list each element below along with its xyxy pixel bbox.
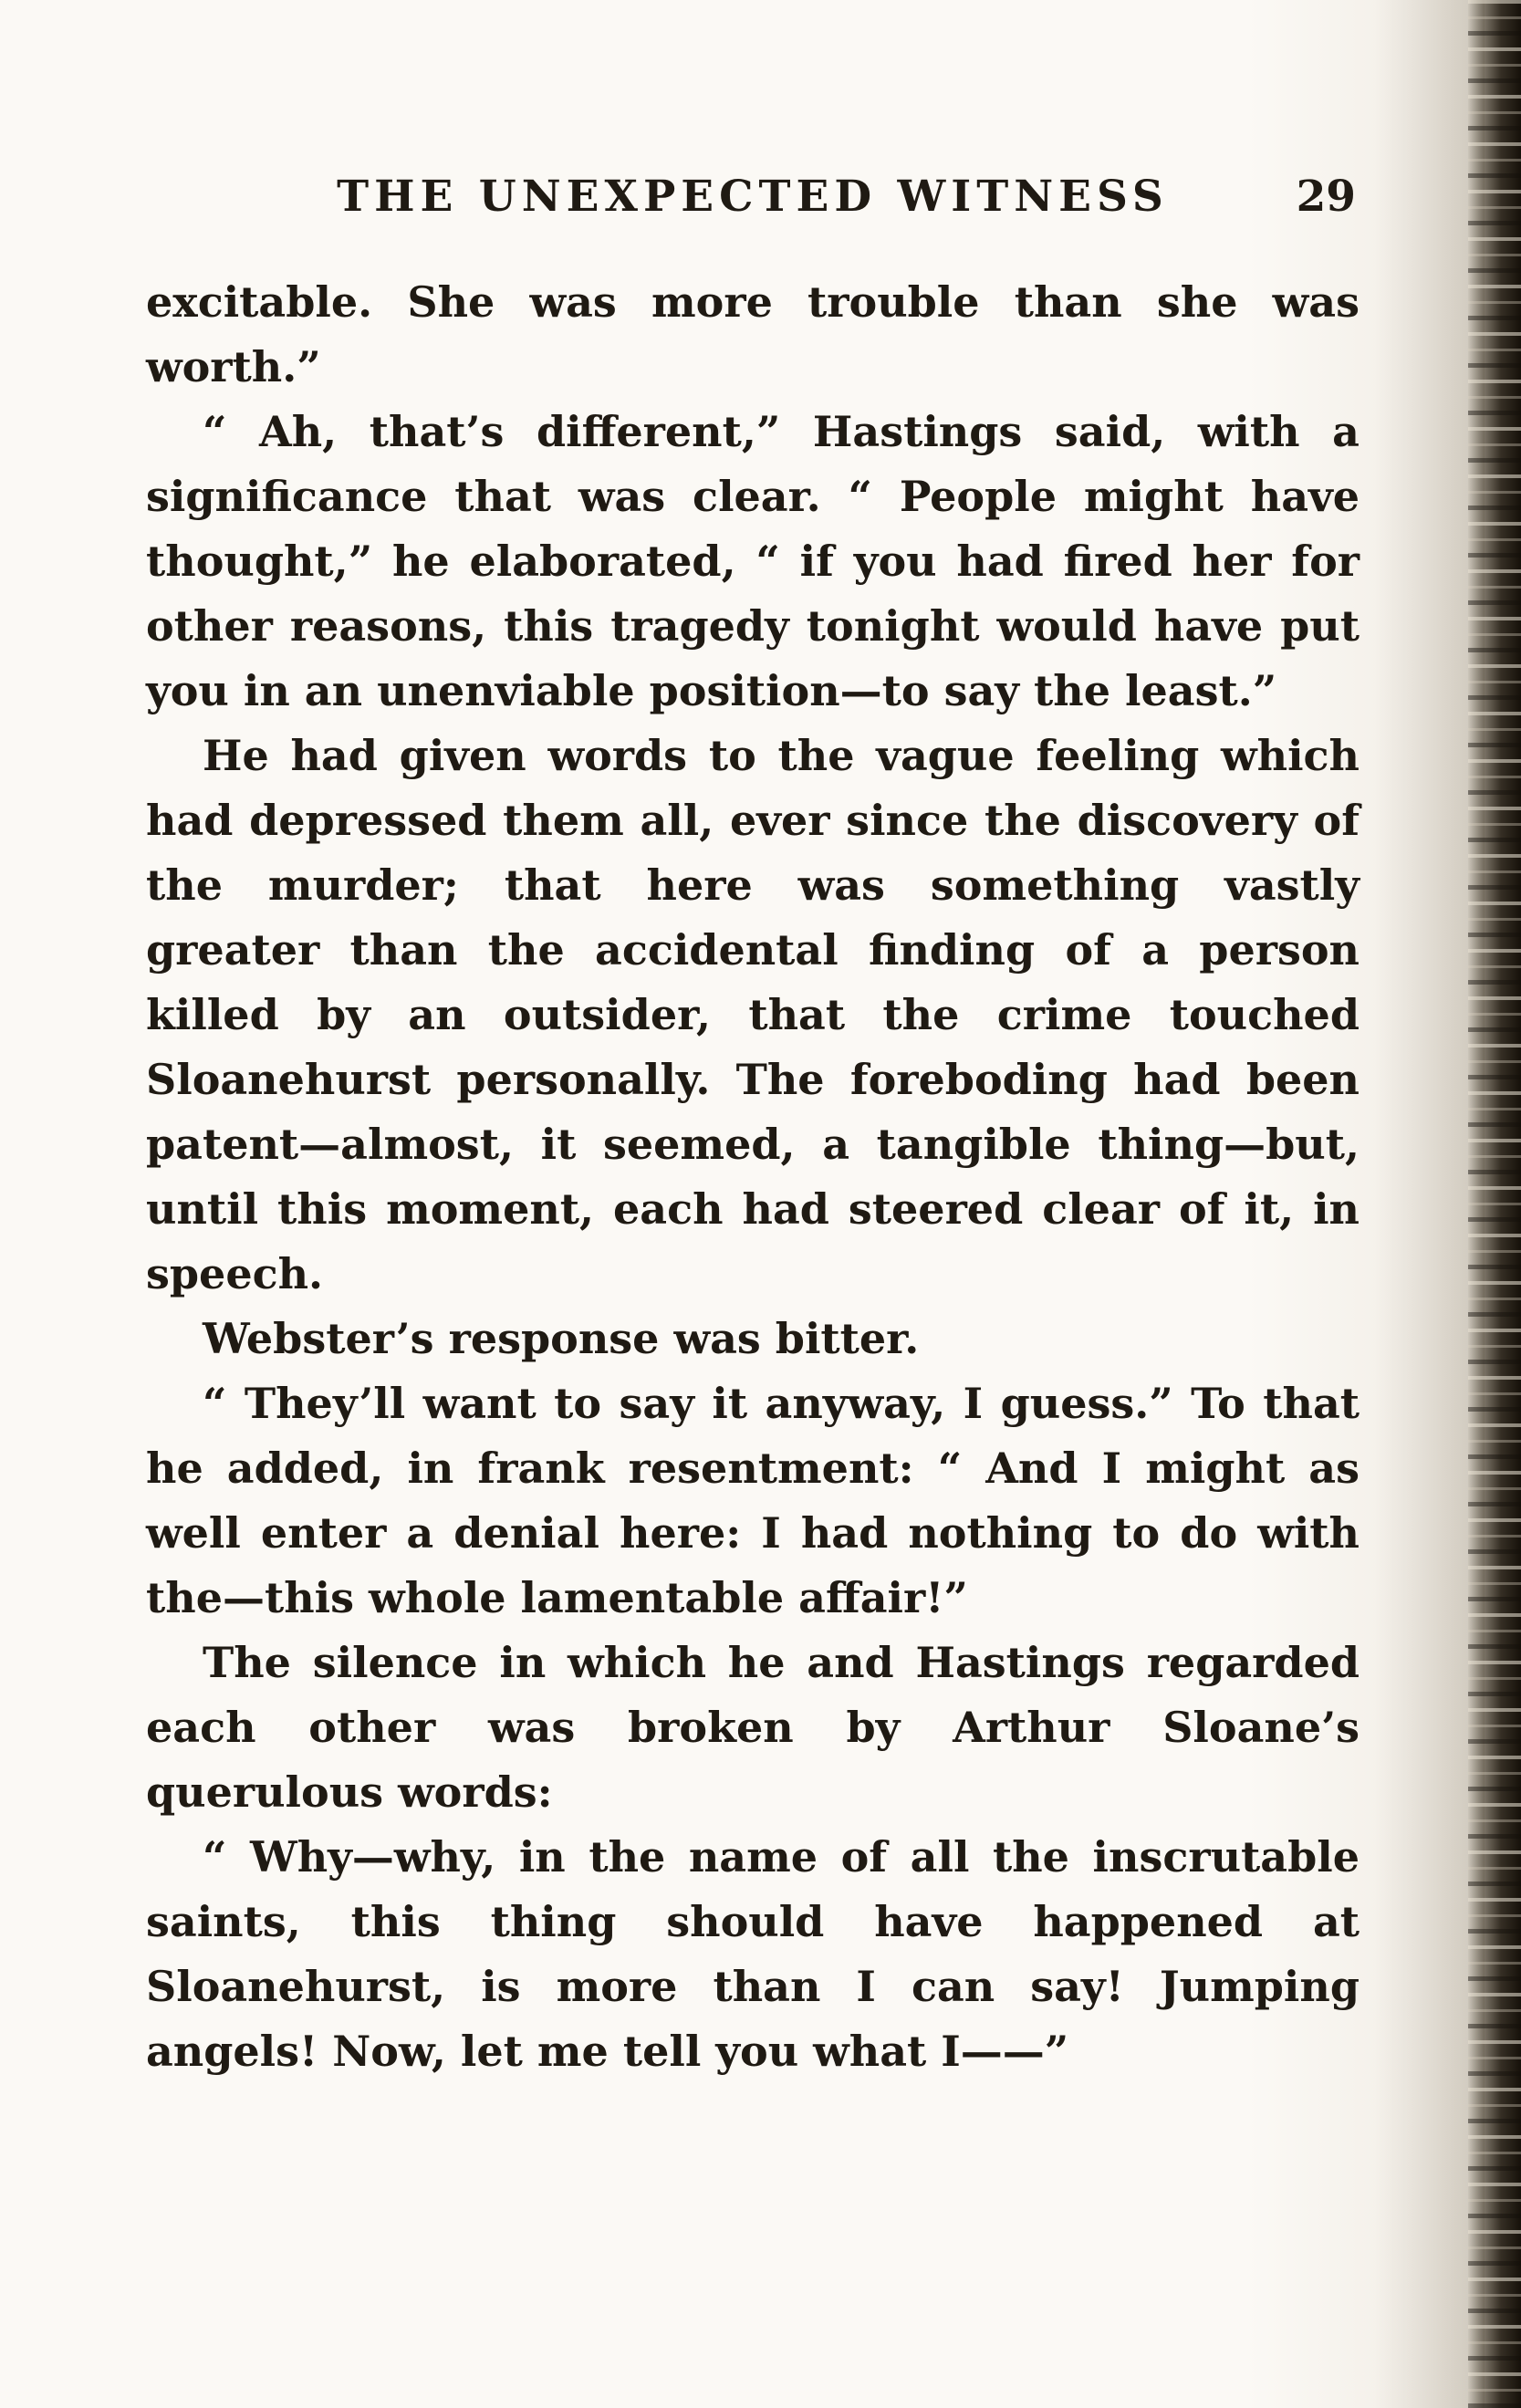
body-paragraph: excitable. She was more trouble than she was worth.” [146,277,1360,391]
body-paragraph: He had given words to the vague feeling which had depressed them all, ever since the discovery of the murder; that here was something vastly greater than the accidental finding of a person killed by an outsider, that the crime touched Sloanehurst personally. The foreboding had been patent—almost, it seemed, a tangible thing—but, until this moment, each had steered clear of it, in speech. [146,731,1360,1298]
scan-edge-artifact [1468,0,1521,2408]
body-paragraph: The silence in which he and Hastings regarded each other was broken by Arthur Sloane’s querulous words: [146,1638,1360,1817]
running-header [146,172,1360,235]
body-paragraph: “ Why—why, in the name of all the inscrutable saints, this thing should have happened at Sloanehurst, is more than I can say! Jumping angels! Now, let me tell you what I——” [146,1832,1360,2076]
body-paragraph: “ They’ll want to say it anyway, I guess.” To that he added, in frank resentment: “ And I might as well enter a denial here: I had nothing to do with the—this whole lamentable affair!” [146,1379,1360,1622]
running-title: THE UNEXPECTED WITNESS [337,172,1169,222]
body-paragraph: Webster’s response was bitter. [203,1314,920,1363]
body-paragraph: “ Ah, that’s different,” Hastings said, with a significance that was clear. “ People might have thought,” he elaborated, “ if you had fired her for other reasons, this tragedy tonight would have put you in an unenviable position—to say the least.” [146,407,1360,715]
page-number: 29 [1296,172,1356,222]
page-body [146,270,1360,2084]
